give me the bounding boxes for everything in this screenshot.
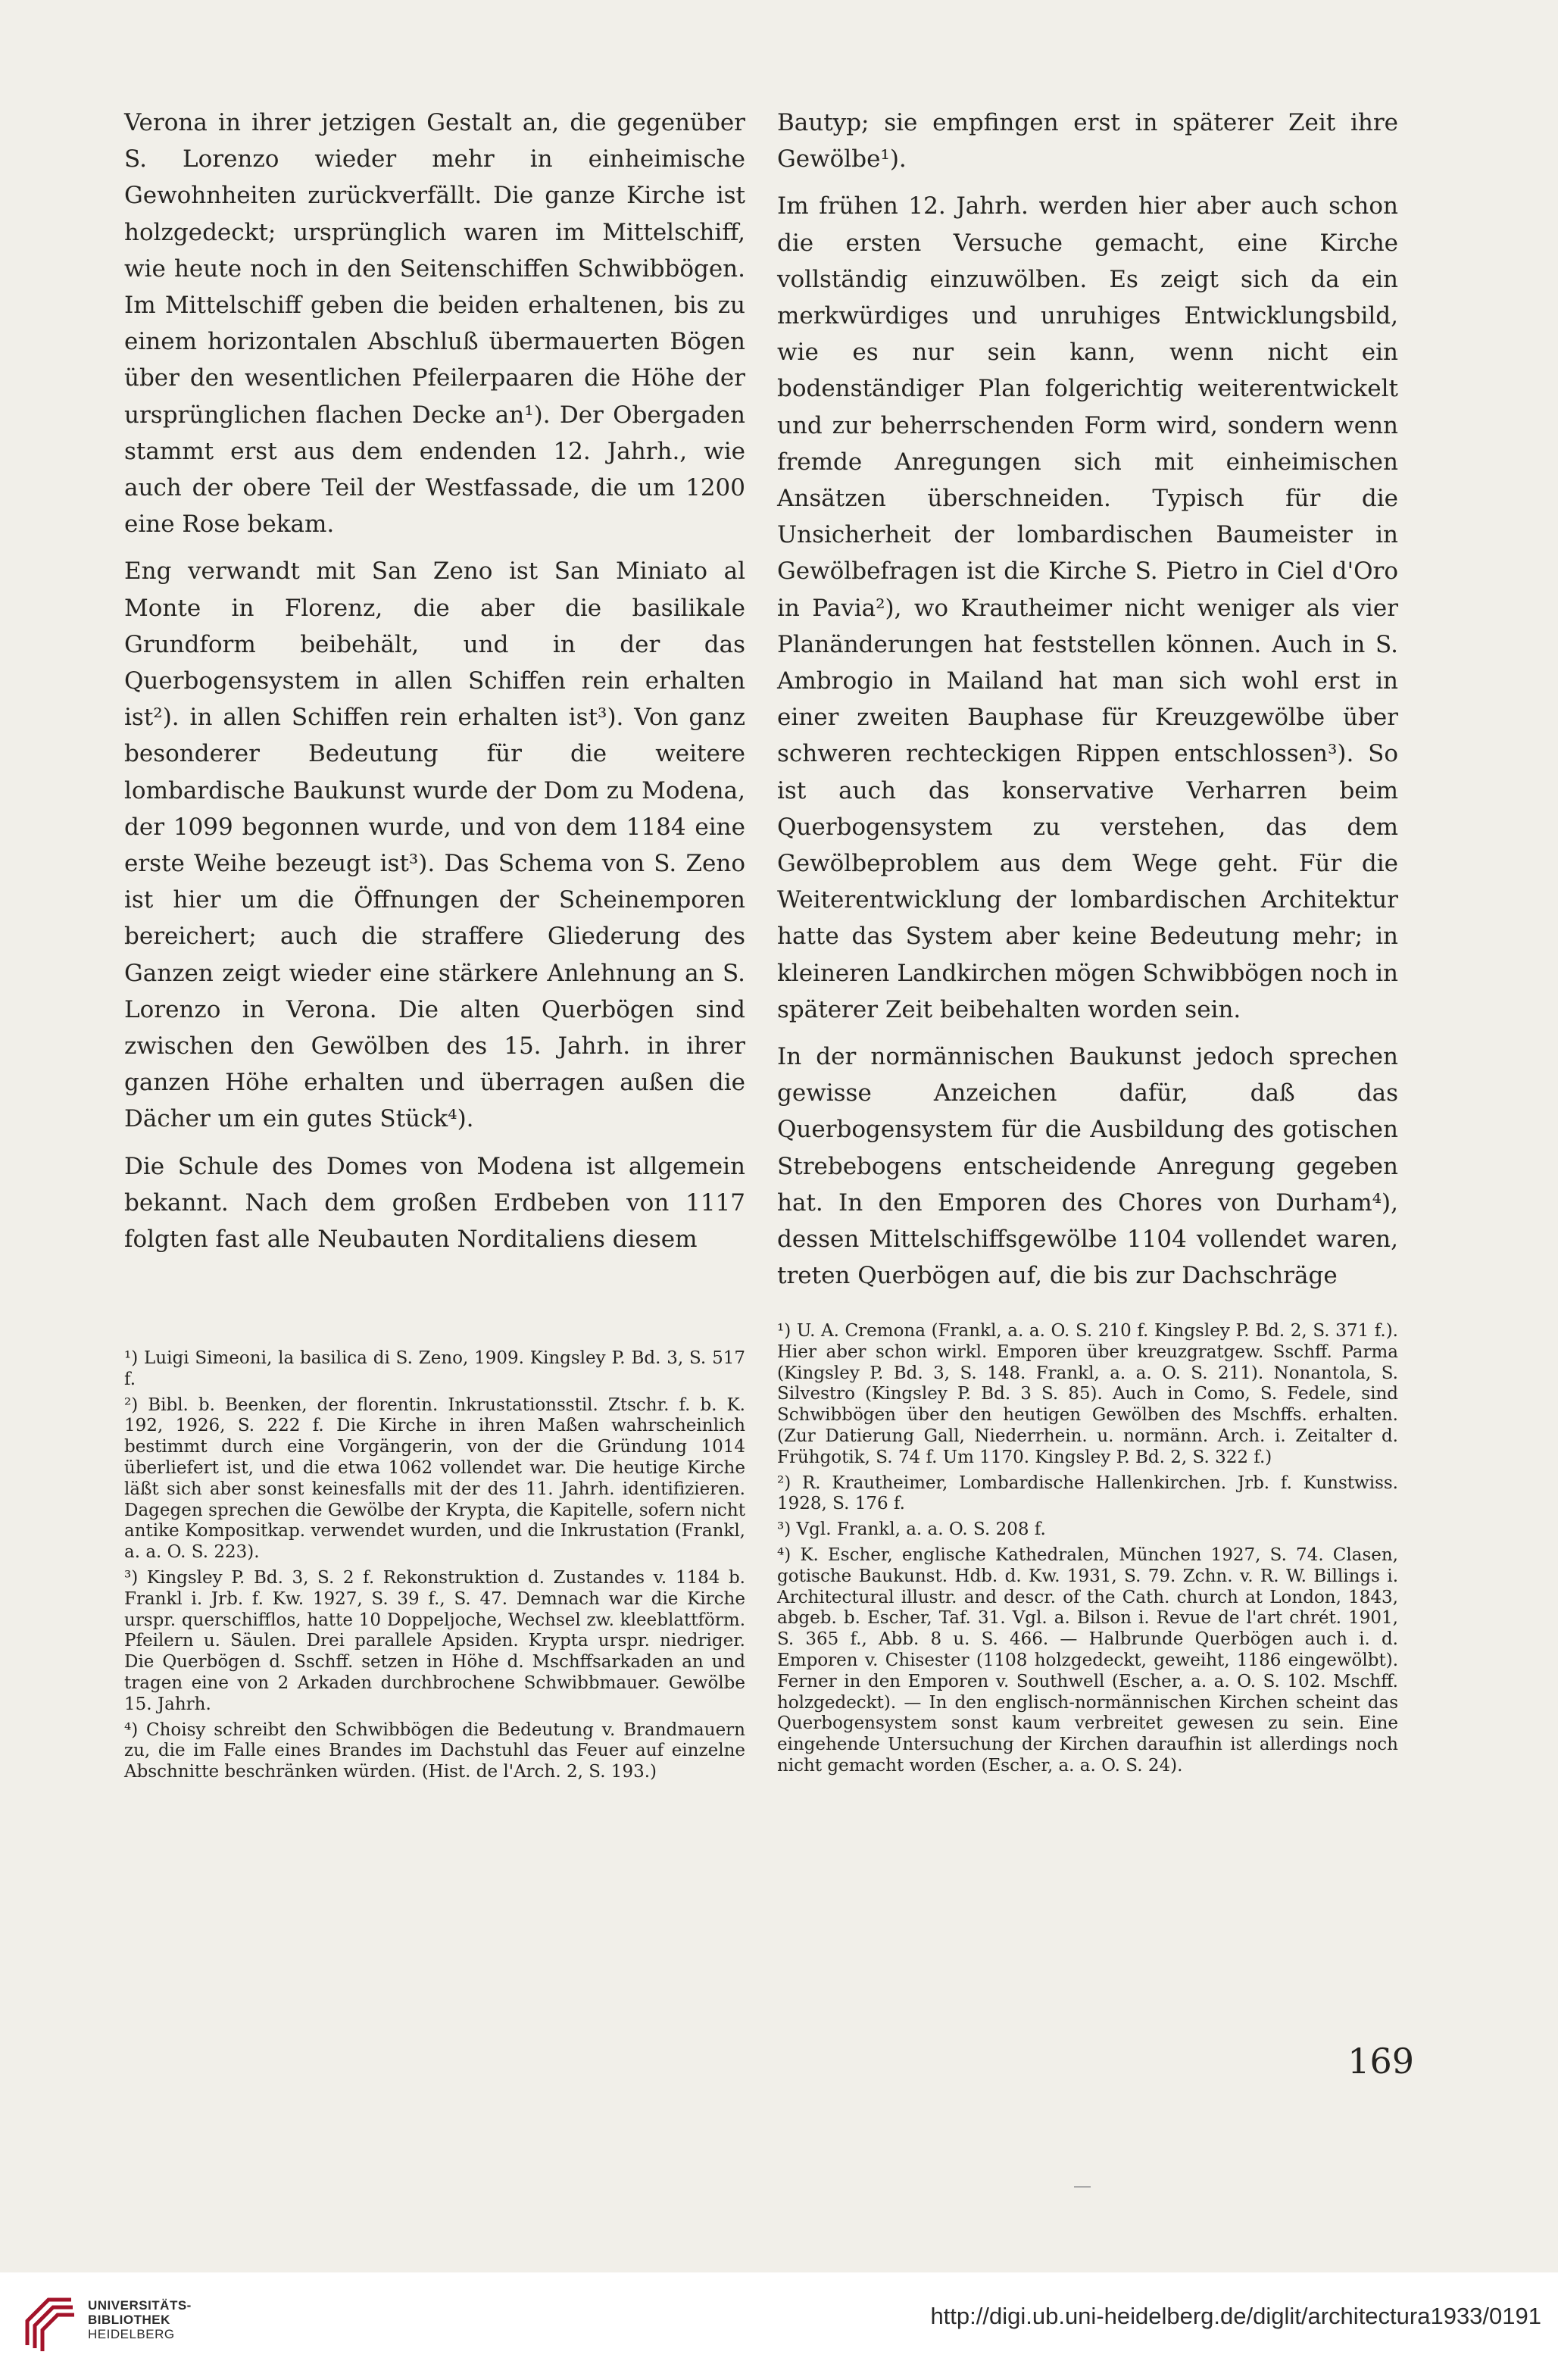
page-number: 169 (1347, 2041, 1414, 2082)
body-paragraph: Im frühen 12. Jahrh. werden hier aber auch schon die ersten Versuche gemacht, eine Kirche vollständig einzuwölben. Es zeigt sich da ein merkwürdiges und unruhiges Entwicklungsbild, wie es nur sein kann, wenn nicht ein bodenständiger Plan folgerichtig weiterentwickelt und zur beherrschenden Form wird, sondern wenn fremde Anregungen sich mit einheimischen Ansätzen überschneiden. Typisch für die Unsicherheit der lombardischen Baumeister in Gewölbefragen ist die Kirche S. Pietro in Ciel d'Oro in Pavia²), wo Krautheimer nicht weniger als vier Planänderungen hat feststellen können. Auch in S. Ambrogio in Mailand hat man sich wohl erst in einer zweiten Bauphase für Kreuzgewölbe über schweren rechteckigen Rippen entschlossen³). So ist auch das konservative Verharren beim Querbogensystem zu verstehen, das dem Gewölbeproblem aus dem Wege geht. Für die Weiterentwicklung der lombardischen Architektur hatte das System aber keine Bedeutung mehr; in kleineren Landkirchen mögen Schwibbögen noch in späterer Zeit beibehalten worden sein. (777, 192, 1398, 1023)
right-footnotes (777, 1321, 1398, 1777)
right-column (777, 105, 1398, 1295)
library-name-line: UNIVERSITÄTS- (88, 2298, 192, 2313)
left-column (124, 105, 745, 1257)
source-url[interactable]: http://digi.ub.uni-heidelberg.de/diglit/architectura1933/0191 (930, 2303, 1541, 2329)
body-paragraph: Bautyp; sie empfingen erst in späterer Zeit ihre Gewölbe¹). (777, 109, 1398, 173)
library-name-line: BIBLIOTHEK (88, 2313, 170, 2327)
body-paragraph: Verona in ihrer jetzigen Gestalt an, die gegenüber S. Lorenzo wieder mehr in einheimische Gewohnheiten zurückverfällt. Die ganze Kirche ist holzgedeckt; ursprünglich waren im Mittelschiff, wie heute noch in den Seitenschiffen Schwibbögen. Im Mittelschiff geben die beiden erhaltenen, bis zu einem horizontalen Abschluß übermauerten Bögen über den wesentlichen Pfeilerpaaren die Höhe der ursprünglichen flachen Decke an¹). Der Obergaden stammt erst aus dem endenden 12. Jahrh., wie auch der obere Teil der Westfassade, die um 1200 eine Rose bekam. (124, 109, 745, 539)
divider (1074, 2186, 1091, 2188)
body-paragraph: In der normännischen Baukunst jedoch sprechen gewisse Anzeichen dafür, daß das Querbogensystem für die Ausbildung des gotischen Strebebogens entscheidende Anregung gegeben hat. In den Emporen des Chores von Durham⁴), dessen Mittelschiffsgewölbe 1104 vollendet waren, treten Querbögen auf, die bis zur Dachschräge (777, 1043, 1398, 1290)
library-logo-icon (18, 2292, 82, 2356)
footnote: ¹) Luigi Simeoni, la basilica di S. Zeno, 1909. Kingsley P. Bd. 3, S. 517 f. (124, 1348, 745, 1389)
library-name-line: HEIDELBERG (88, 2327, 175, 2341)
body-paragraph: Die Schule des Domes von Modena ist allgemein bekannt. Nach dem großen Erdbeben von 1117 folgten fast alle Neubauten Norditaliens diesem (124, 1152, 745, 1254)
footnote: ⁴) K. Escher, englische Kathedralen, München 1927, S. 74. Clasen, gotische Baukunst. Hdb. d. Kw. 1931, S. 79. Zchn. v. R. W. Billings i. Architectural illustr. and descr. of the Cath. church at London, 1843, abgeb. b. Escher, Taf. 31. Vgl. a. Bilson i. Revue de l'art chrét. 1901, S. 365 f., Abb. 8 u. S. 466. — Halbrunde Querbögen auch i. d. Emporen v. Chisester (1108 holzgedeckt, geweiht, 1186 eingewölbt). Ferner in den Emporen v. Southwell (Escher, a. a. O. S. 102. Mschff. holzgedeckt). — In den englisch-normännischen Kirchen scheint das Querbogensystem sonst kaum verbreitet gewesen zu sein. Eine eingehende Untersuchung der Kirchen daraufhin ist allerdings noch nicht gemacht worden (Escher, a. a. O. S. 24). (777, 1545, 1398, 1776)
footnote: ⁴) Choisy schreibt den Schwibbögen die Bedeutung v. Brandmauern zu, die im Falle eines Brandes im Dachstuhl das Feuer auf einzelne Abschnitte beschränken würden. (Hist. de l'Arch. 2, S. 193.) (124, 1719, 745, 1782)
footnote: ³) Vgl. Frankl, a. a. O. S. 208 f. (777, 1520, 1046, 1540)
footnote: ³) Kingsley P. Bd. 3, S. 2 f. Rekonstruktion d. Zustandes v. 1184 b. Frankl i. Jrb. f. Kw. 1927, S. 39 f., S. 47. Demnach war die Kirche urspr. querschifflos, hatte 10 Doppeljoche, Wechsel zw. kleeblattförm. Pfeilern u. Säulen. Drei parallele Apsiden. Krypta urspr. niedriger. Die Querbögen d. Sschff. setzen in Höhe d. Mschffsarkaden an und tragen eine von 2 Arkaden durchbrochene Schwibbmauer. Gewölbe 15. Jahrh. (124, 1567, 745, 1714)
library-name (88, 2298, 192, 2341)
left-footnotes (124, 1348, 745, 1783)
footnote: ²) R. Krautheimer, Lombardische Hallenkirchen. Jrb. f. Kunstwiss. 1928, S. 176 f. (777, 1473, 1398, 1514)
body-paragraph: Eng verwandt mit San Zeno ist San Miniato al Monte in Florenz, die aber die basilikale Grundform beibehält, und in der das Querbogensystem in allen Schiffen rein erhalten ist²). in allen Schiffen rein erhalten ist³). Von ganz besonderer Bedeutung für die weitere lombardische Baukunst wurde der Dom zu Modena, der 1099 begonnen wurde, und von dem 1184 eine erste Weihe bezeugt ist³). Das Schema von S. Zeno ist hier um die Öffnungen der Scheinemporen bereichert; auch die straffere Gliederung des Ganzen zeigt wieder eine stärkere Anlehnung an S. Lorenzo in Verona. Die alten Querbögen sind zwischen den Gewölben des 15. Jahrh. in ihrer ganzen Höhe erhalten und überragen außen die Dächer um ein gutes Stück⁴). (124, 558, 745, 1133)
footnote: ¹) U. A. Cremona (Frankl, a. a. O. S. 210 f. Kingsley P. Bd. 2, S. 371 f.). Hier aber schon wirkl. Emporen über kreuzgratgew. Sschff. Parma (Kingsley P. Bd. 3, S. 148. Frankl, a. a. O. S. 211). Nonantola, S. Silvestro (Kingsley P. Bd. 3 S. 85). Auch in Como, S. Fedele, sind Schwibbögen über den heutigen Gewölben des Mschffs. erhalten. (Zur Datierung Gall, Niederrhein. u. normänn. Arch. i. Zeitalter d. Frühgotik, S. 74 f. Um 1170. Kingsley P. Bd. 2, S. 322 f.) (777, 1321, 1398, 1467)
footnote: ²) Bibl. b. Beenken, der florentin. Inkrustationsstil. Ztschr. f. b. K. 192, 1926, S. 222 f. Die Kirche in ihren Maßen wahrscheinlich bestimmt durch eine Vorgängerin, von der die Gründung 1014 überliefert ist, und die etwa 1062 vollendet war. Die heutige Kirche läßt sich aber sonst keinesfalls mit der des 11. Jahrh. identifizieren. Dagegen sprechen die Gewölbe der Krypta, die Kapitelle, sofern nicht antike Kompositkap. verwendet wurden, und die Inkrustation (Frankl, a. a. O. S. 223). (124, 1395, 745, 1563)
